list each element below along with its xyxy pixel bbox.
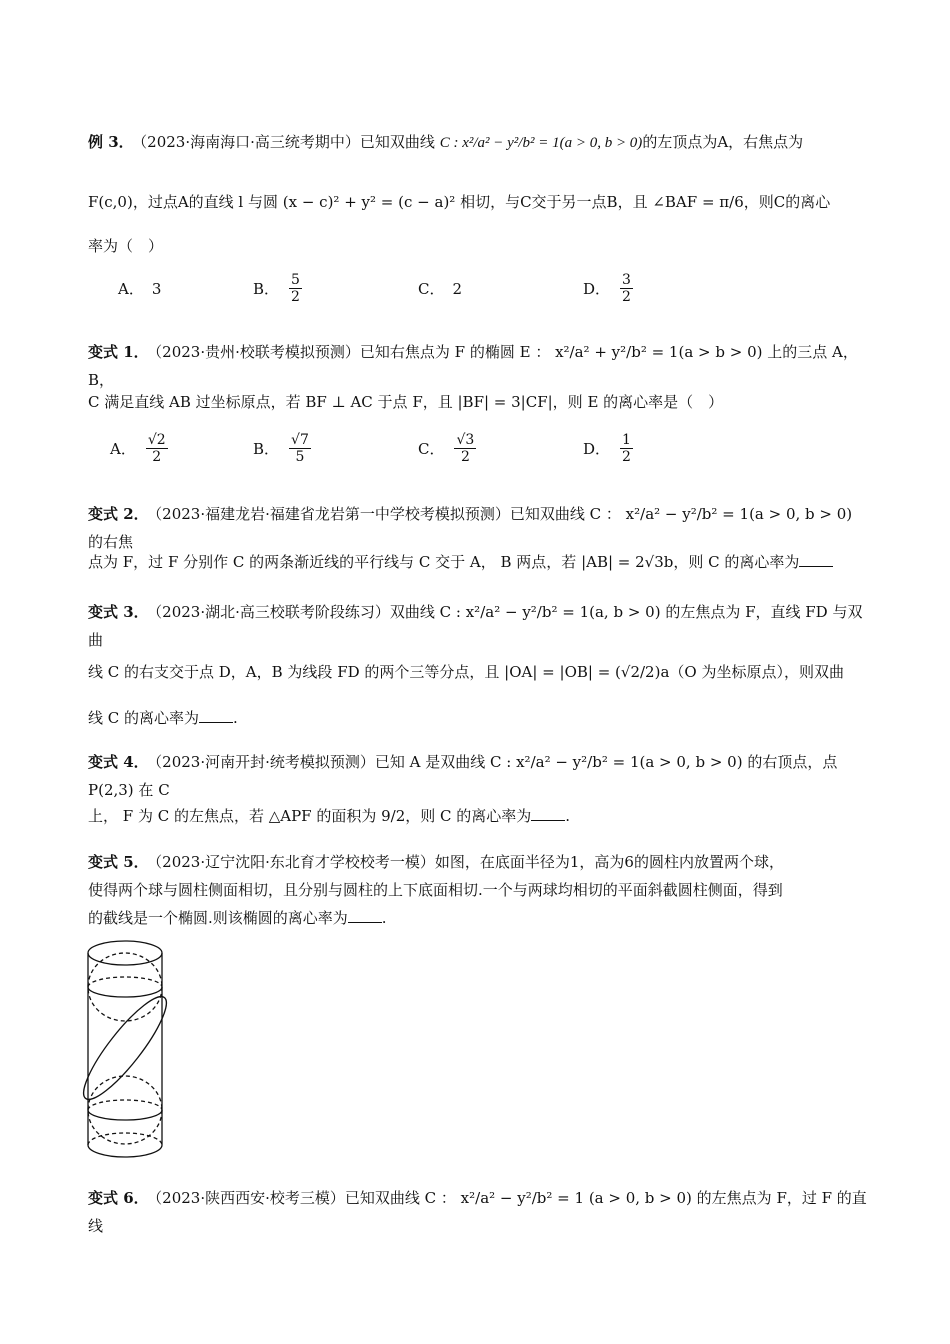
choice-letter: C． [418, 280, 445, 298]
answer-blank[interactable] [531, 806, 565, 821]
variant-1-choices [88, 432, 868, 472]
example-3 [88, 128, 868, 157]
variant-1-line1: 已知右焦点为 F 的椭圆 E ： x²/a² + y²/b² = 1(a > b > 0) 上的三点 A， B， [88, 343, 858, 389]
variant-1 [88, 338, 868, 394]
variant-3-source: （2023·湖北·高三校联考阶段练习） [154, 603, 390, 621]
variant-2-line2-wrap [88, 548, 868, 576]
variant-6 [88, 1184, 868, 1240]
variant-6-source: （2023·陕西西安·校考三模） [154, 1189, 345, 1207]
choice-d[interactable] [583, 272, 635, 305]
choice-d[interactable] [583, 432, 635, 465]
variant-2-line2: 点为 F，过 F 分别作 C 的两条渐近线的平行线与 C 交于 A， B 两点，若 |AB| = 2√3b，则 C 的离心率为 [88, 553, 800, 571]
cylinder-bottom-front [88, 1145, 162, 1157]
example-3-line1-post: 的左顶点为A，右焦点为 [642, 133, 804, 151]
variant-2-source: （2023·福建龙岩·福建省龙岩第一中学校考模拟预测） [154, 505, 510, 523]
choice-value: 2 [452, 279, 463, 298]
variant-1-source: （2023·贵州·校联考模拟预测） [154, 343, 360, 361]
choice-letter: A． [118, 280, 144, 298]
variant-3-line3: 线 C 的离心率为 [88, 709, 200, 727]
example-3-line3: 率为（ ） [88, 237, 164, 255]
example-3-hyperbola: C : x²/a² − y²/b² = 1(a > 0, b > 0) [439, 135, 643, 151]
variant-4-source: （2023·河南开封·统考模拟预测） [154, 753, 375, 771]
cylinder-figure [80, 935, 180, 1160]
variant-3-line1: 双曲线 C : x²/a² − y²/b² = 1(a, b > 0) 的左焦点为 F，直线 FD 与双曲 [88, 603, 863, 649]
cylinder-bottom-back [88, 1133, 162, 1145]
choice-b[interactable] [253, 432, 313, 465]
example-3-source: （2023·海南海口·高三统考期中） [139, 133, 360, 151]
choice-b[interactable] [253, 272, 304, 305]
choice-letter: B． [253, 280, 280, 298]
variant-4-line2: 上， F 为 C 的左焦点，若 △APF 的面积为 9/2，则 C 的离心率为 [88, 807, 532, 825]
lower-sphere [88, 1076, 162, 1144]
answer-blank[interactable] [199, 708, 233, 723]
variant-4-line2-wrap: 上， F 为 C 的左焦点，若 △APF 的面积为 9/2，则 C 的离心率为 . [88, 807, 571, 825]
choice-c[interactable] [418, 278, 462, 299]
variant-4 [88, 748, 868, 804]
choice-a[interactable] [110, 432, 170, 465]
variant-3-line3-wrap: 线 C 的离心率为 . [88, 709, 238, 727]
variant-4-line1: 已知 A 是双曲线 C : x²/a² − y²/b² = 1(a > 0, b > 0) 的右顶点，点 P(2,3) 在 C [88, 753, 838, 799]
choice-fraction: $\frac{3}{2}$ [622, 272, 631, 305]
upper-sphere-equator-back [88, 977, 162, 987]
upper-sphere [88, 953, 162, 1021]
example-3-line2: F(c,0)，过点A的直线 l 与圆 (x − c)² + y² = (c − a)² 相切，与C交于另一点B，且 ∠BAF = π/6，则C的离心 [88, 193, 831, 211]
variant-5-line1: 如图，在底面半径为1，高为6的圆柱内放置两个球， [434, 853, 784, 871]
variant-3 [88, 598, 868, 654]
choice-c[interactable] [418, 432, 478, 465]
variant-3-line2: 线 C 的右支交于点 D，A，B 为线段 FD 的两个三等分点，且 |OA| = |OB| = (√2/2)a（O 为坐标原点），则双曲 [88, 663, 844, 681]
choice-letter: A． [110, 440, 136, 458]
choice-letter: B． [253, 440, 280, 458]
variant-2-label: 变式 2． [88, 505, 149, 523]
variant-6-line1: 已知双曲线 C ： x²/a² − y²/b² = 1 (a > 0, b > 0) 的左焦点为 F，过 F 的直线 [88, 1189, 867, 1235]
choice-fraction: $\frac{5}{2}$ [291, 272, 300, 305]
variant-5 [88, 848, 868, 876]
choice-fraction: $\frac{√3}{2}$ [456, 432, 475, 465]
choice-a[interactable] [118, 278, 161, 299]
choice-fraction: $\frac{√7}{5}$ [291, 432, 309, 465]
variant-5-line3: 的截线是一个椭圆.则该椭圆的离心率为 [88, 909, 348, 927]
choice-fraction: $\frac{1}{2}$ [622, 432, 631, 465]
variant-1-line2: C 满足直线 AB 过坐标原点，若 BF ⊥ AC 于点 F，且 |BF| = 3|CF|，则 E 的离心率是（ ） [88, 393, 724, 411]
answer-blank[interactable] [799, 552, 833, 567]
example-3-label: 例 3． [88, 133, 134, 151]
variant-5-line3-wrap: 的截线是一个椭圆.则该椭圆的离心率为 . [88, 909, 387, 927]
variant-5-line2: 使得两个球与圆柱侧面相切，且分别与圆柱的上下底面相切.一个与两球均相切的平面斜截圆柱侧面，得到 [88, 881, 783, 899]
variant-6-label: 变式 6． [88, 1189, 149, 1207]
upper-sphere-equator-front [88, 987, 162, 997]
variant-2-line1: 已知双曲线 C ： x²/a² − y²/b² = 1(a > 0, b > 0) 的右焦 [88, 505, 853, 551]
example-3-line1-pre: 已知双曲线 [359, 133, 435, 151]
choice-letter: D． [583, 440, 611, 458]
choice-value: 3 [151, 279, 162, 298]
choice-letter: D． [583, 280, 611, 298]
example-3-choices [88, 272, 868, 312]
lower-sphere-equator-back [88, 1100, 162, 1110]
variant-3-label: 变式 3． [88, 603, 149, 621]
variant-5-label: 变式 5． [88, 853, 149, 871]
lower-sphere-equator-front [88, 1110, 162, 1120]
variant-4-label: 变式 4． [88, 753, 149, 771]
choice-fraction: $\frac{√2}{2}$ [147, 432, 166, 465]
cylinder-top [88, 941, 162, 965]
variant-1-label: 变式 1． [88, 343, 149, 361]
variant-5-source: （2023·辽宁沈阳·东北育才学校校考一模） [154, 853, 435, 871]
answer-blank[interactable] [348, 908, 382, 923]
choice-letter: C． [418, 440, 445, 458]
